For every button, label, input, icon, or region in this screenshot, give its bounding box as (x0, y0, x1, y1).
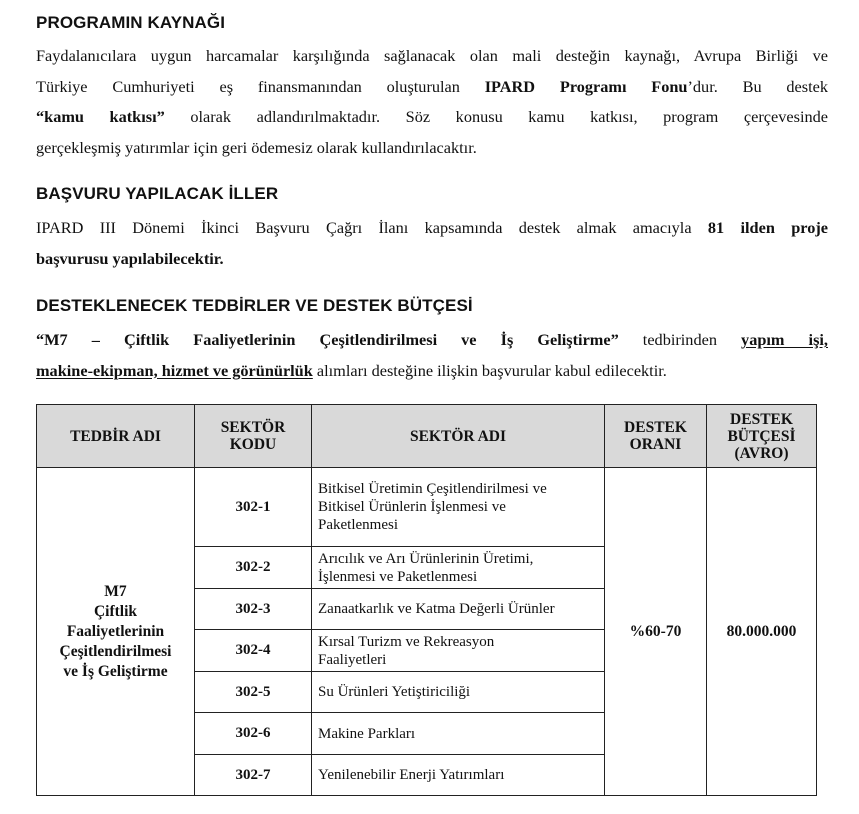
sector-name-cell: Kırsal Turizm ve Rekreasyon Faaliyetleri (312, 630, 605, 672)
text-segment: IPARD Programı Fonu (484, 76, 688, 96)
sector-name-cell: Makine Parkları (312, 713, 605, 755)
paragraph-application-provinces (36, 213, 828, 274)
paragraph-line (36, 244, 828, 275)
text-segment: gerçekleşmiş yatırımlar için geri ödemesiz olarak kullandırılacaktır. (36, 137, 477, 157)
paragraph-line (36, 72, 828, 103)
section-title-application-provinces: BAŞVURU YAPILACAK İLLER (36, 184, 279, 203)
paragraph-line (36, 213, 828, 244)
sector-code-cell: 302-2 (195, 547, 312, 589)
header-sector-name: SEKTÖR ADI (312, 405, 605, 468)
section-title-measures-budget: DESTEKLENECEK TEDBİRLER VE DESTEK BÜTÇESİ (36, 296, 473, 315)
paragraph-program-source (36, 41, 828, 163)
sector-name-cell: Su Ürünleri Yetiştiriciliği (312, 672, 605, 713)
support-rate-cell: %60-70 (605, 468, 707, 796)
text-segment: Faydalanıcılara uygun harcamalar karşılığında sağlanacak olan mali desteğin kaynağı, Avrupa Birliği ve (36, 46, 828, 65)
paragraph-line (36, 102, 828, 133)
text-segment: başvurusu yapılabilecektir. (36, 248, 224, 268)
table-header-row (37, 405, 817, 468)
text-segment: olarak adlandırılmaktadır. Söz konusu kamu katkısı, program çerçevesinde (164, 107, 828, 126)
sector-code-cell: 302-6 (195, 713, 312, 755)
paragraph-line (36, 41, 828, 72)
sector-code-cell: 302-1 (195, 468, 312, 547)
sector-code-cell: 302-3 (195, 589, 312, 630)
sector-code-cell: 302-4 (195, 630, 312, 672)
paragraph-line (36, 356, 828, 387)
measures-table (36, 404, 817, 796)
text-segment: Türkiye Cumhuriyeti eş finansmanından oluşturulan (36, 76, 485, 96)
sector-name-cell: Arıcılık ve Arı Ürünlerinin Üretimi, İşlenmesi ve Paketlenmesi (312, 547, 605, 589)
header-measure-name: TEDBİR ADI (37, 405, 195, 468)
sector-code-cell: 302-7 (195, 755, 312, 796)
text-segment: “M7 – Çiftlik Faaliyetlerinin Çeşitlendirilmesi ve İş Geliştirme” (36, 330, 619, 349)
header-sector-code: SEKTÖR KODU (195, 405, 312, 468)
sector-name-cell: Yenilenebilir Enerji Yatırımları (312, 755, 605, 796)
header-support-rate: DESTEK ORANI (605, 405, 707, 468)
header-support-budget: DESTEK BÜTÇESİ (AVRO) (707, 405, 817, 468)
text-segment: makine-ekipman, hizmet ve görünürlük (36, 360, 313, 380)
text-segment: tedbirinden (618, 330, 742, 349)
text-segment: ’dur. Bu destek (687, 76, 829, 96)
text-segment: “kamu katkısı” (36, 107, 165, 126)
paragraph-line (36, 325, 828, 356)
text-segment: alımları desteğine ilişkin başvurular kabul edilecektir. (312, 360, 667, 380)
paragraph-line (36, 133, 828, 164)
table-row (37, 468, 817, 547)
paragraph-measures-budget (36, 325, 828, 386)
text-segment: IPARD III Dönemi İkinci Başvuru Çağrı İlanı kapsamında destek almak amacıyla (36, 218, 708, 237)
measure-name-cell: M7 Çiftlik Faaliyetlerinin Çeşitlendirilmesi ve İş Geliştirme (37, 468, 195, 796)
support-budget-cell: 80.000.000 (707, 468, 817, 796)
sector-code-cell: 302-5 (195, 672, 312, 713)
sector-name-cell: Bitkisel Üretimin Çeşitlendirilmesi ve Bitkisel Ürünlerin İşlenmesi ve Paketlenmesi (312, 468, 605, 547)
sector-name-cell: Zanaatkarlık ve Katma Değerli Ürünler (312, 589, 605, 630)
text-segment: 81 ilden proje (707, 218, 828, 237)
table-body (37, 468, 817, 796)
text-segment: yapım işi, (741, 330, 828, 349)
section-title-program-source: PROGRAMIN KAYNAĞI (36, 13, 226, 32)
